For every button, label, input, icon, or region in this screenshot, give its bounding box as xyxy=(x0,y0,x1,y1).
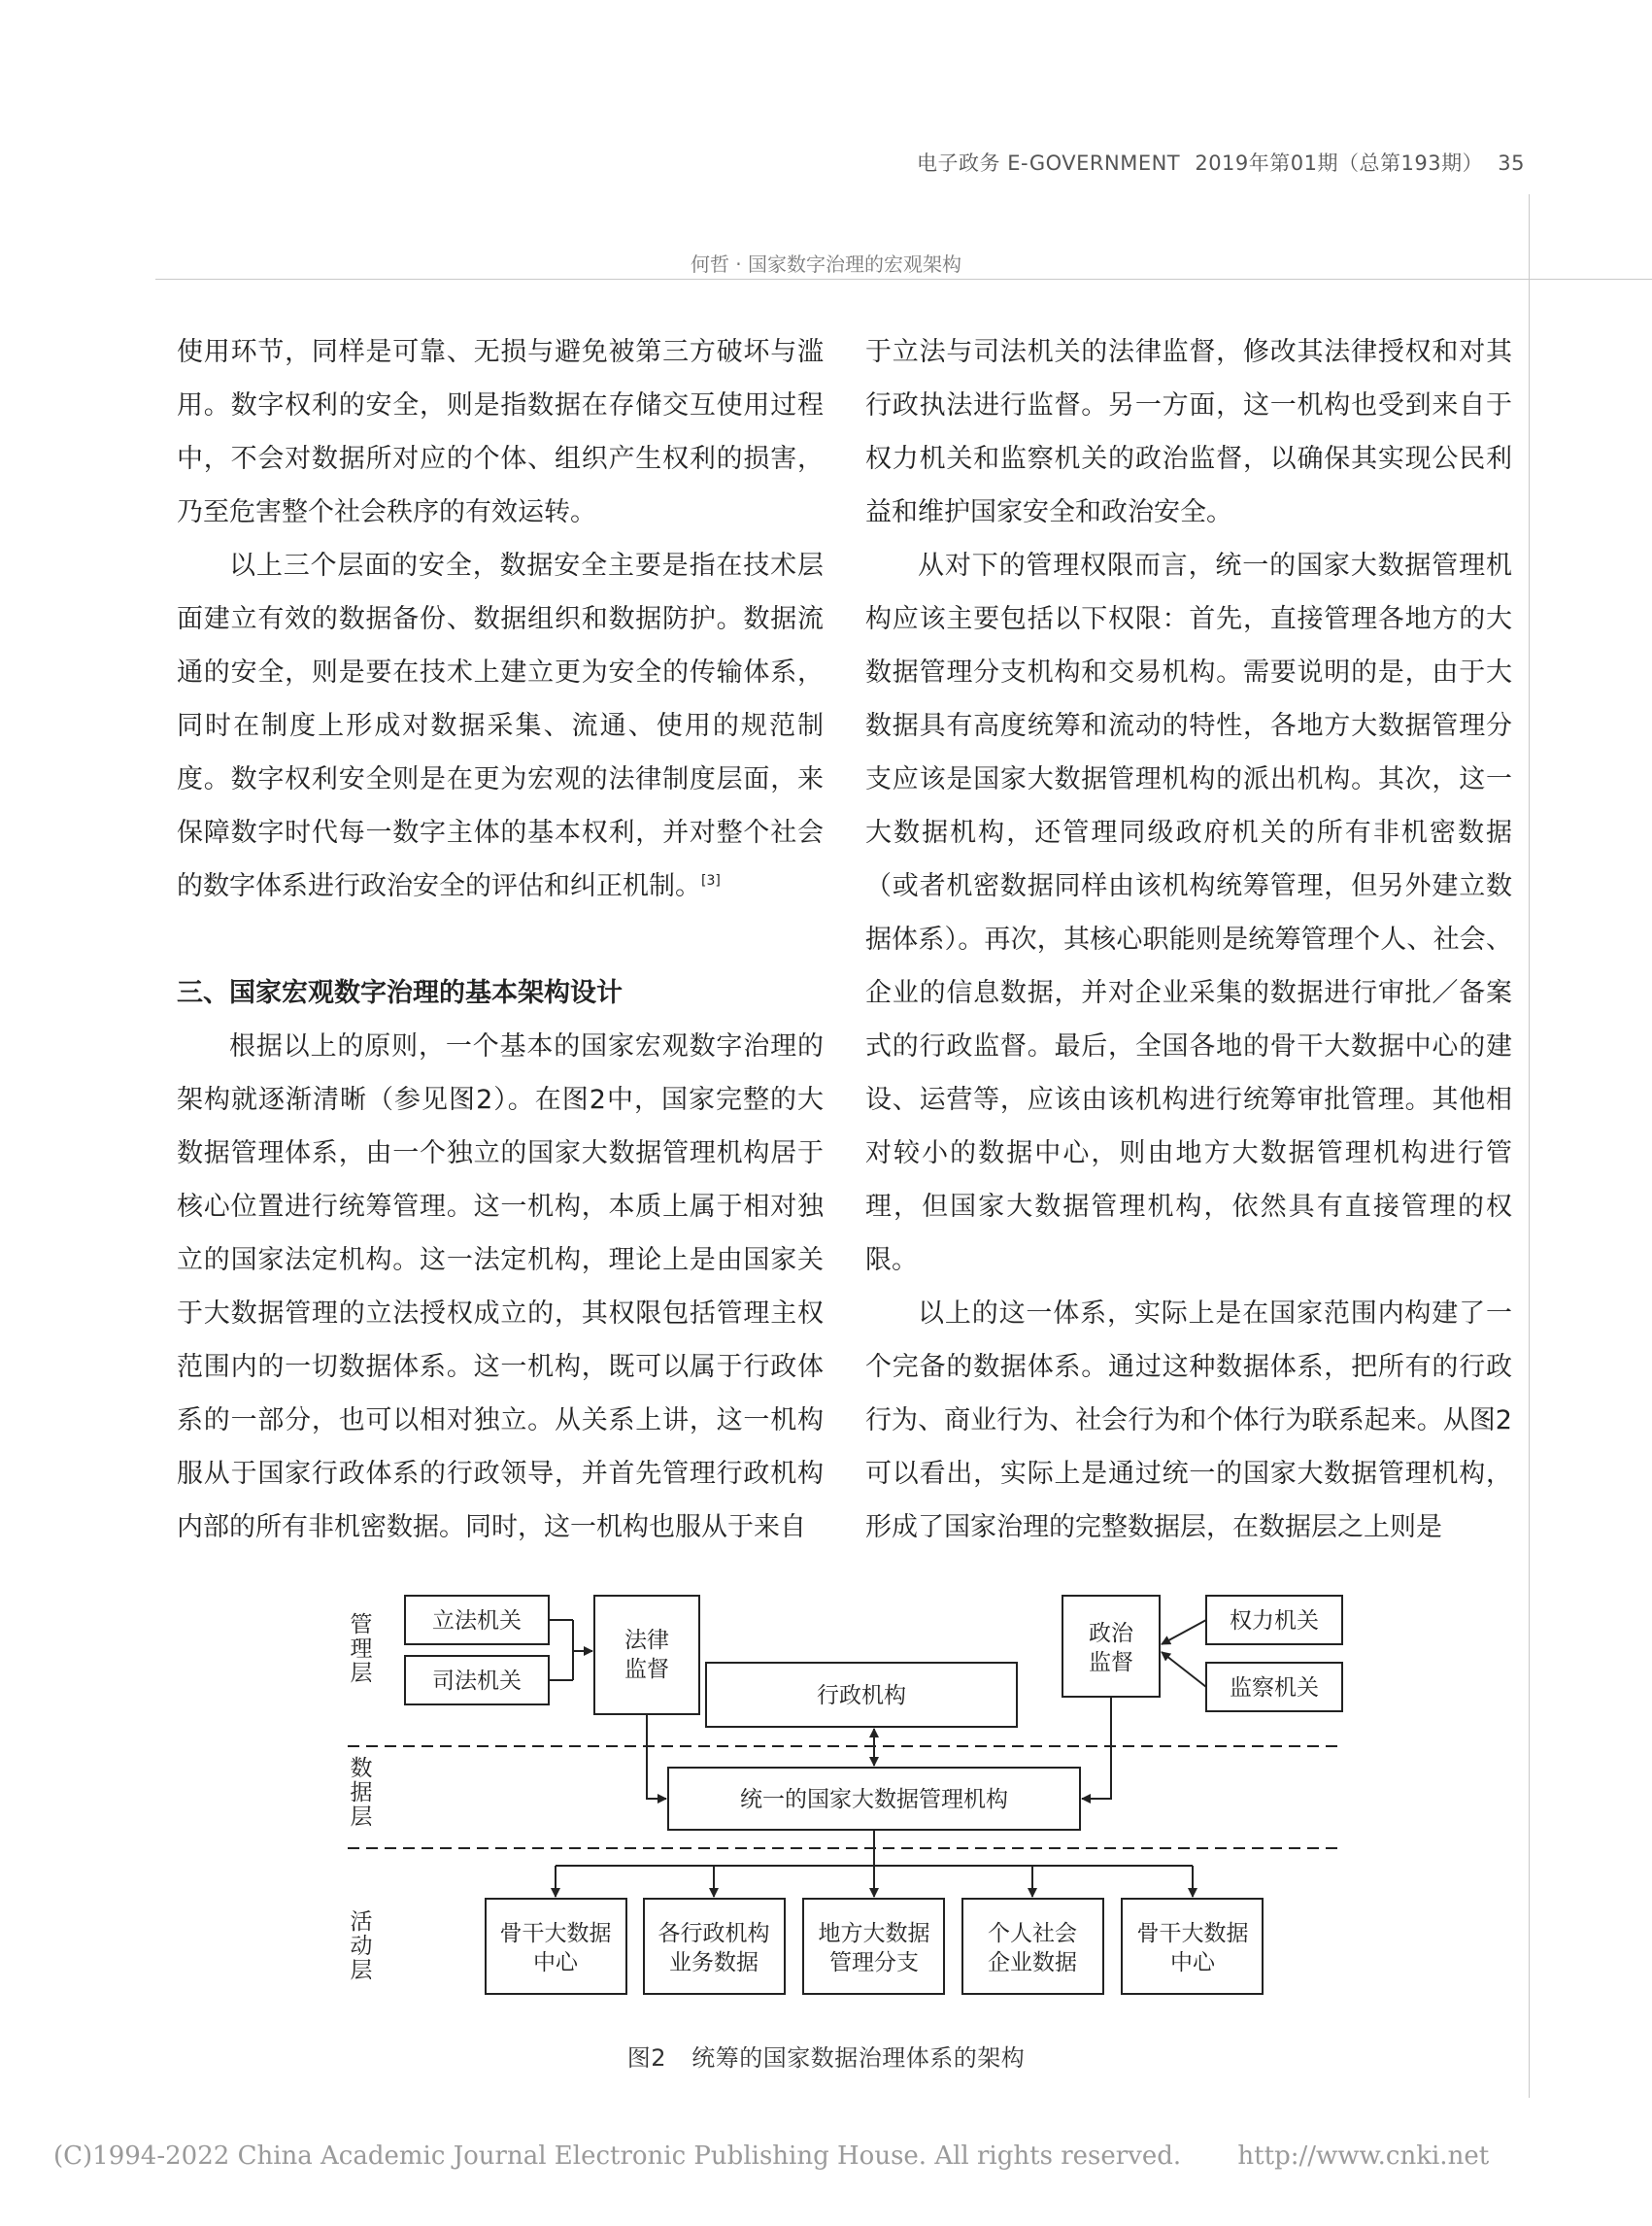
layer-label-management: 层 xyxy=(350,1661,373,1686)
box-activity-4 xyxy=(962,1899,1103,1994)
article-subheader: 何哲 · 国家数字治理的宏观架构 xyxy=(690,253,962,276)
arrow xyxy=(1162,1620,1206,1644)
box-legal-supervision xyxy=(594,1596,699,1714)
issue-info: 2019年第01期（总第193期） xyxy=(1195,152,1484,175)
label-activity-4: 企业数据 xyxy=(988,1950,1077,1975)
label-legislature: 立法机关 xyxy=(432,1608,522,1634)
paragraph: 使用环节，同样是可靠、无损与避免被第三方破坏与滥用。数字权利的安全，则是指数据在存储交互使用过程中，不会对数据所对应的个体、组织产生权利的损害，乃至危害整个社会秩序的有效运转。 xyxy=(177,337,824,527)
spacer xyxy=(177,913,824,966)
paragraph-text: 以上三个层面的安全，数据安全主要是指在技术层面建立有效的数据备份、数据组织和数据防护。数据流通的安全，则是要在技术上建立更为安全的传输体系，同时在制度上形成对数据采集、流通、使用的规范制度。数字权利安全则是在更为宏观的法律制度层面，来保障数字时代每一数字主体的基本权利，并对整个社会的数字体系进行政治安全的评估和纠正机制。 xyxy=(177,551,824,901)
layer-label-data: 数 xyxy=(350,1756,373,1781)
subheader-rule xyxy=(155,279,1652,280)
figure-caption xyxy=(0,2039,1652,2073)
running-header xyxy=(903,148,1525,177)
layer-label-activity: 层 xyxy=(350,1958,373,1983)
box-activity-1 xyxy=(486,1899,626,1994)
layer-label-activity: 动 xyxy=(350,1934,373,1959)
label-activity-5: 骨干大数据 xyxy=(1136,1921,1249,1946)
paragraph: 根据以上的原则，一个基本的国家宏观数字治理的架构就逐渐清晰（参见图2）。在图2中，国家完整的大数据管理体系，由一个独立的国家大数据管理机构居于核心位置进行统筹管理。这一机构，本质上属于相对独立的国家法定机构。这一法定机构，理论上是由国家关于大数据管理的立法授权成立的，其权限包括管理主权范围内的一切数据体系。这一机构，既可以属于行政体系的一部分，也可以相对独立。从关系上讲，这一机构服从于国家行政体系的行政领导，并首先管理行政机构内部的所有非机密数据。同时，这一机构也服从于来自 xyxy=(177,1031,824,1542)
box-activity-2 xyxy=(644,1899,785,1994)
right-column xyxy=(865,325,1512,1554)
figure-2 xyxy=(0,1573,1652,2098)
footer xyxy=(53,2142,1607,2171)
label-activity-3: 管理分支 xyxy=(829,1950,919,1975)
label-activity-3: 地方大数据 xyxy=(818,1921,930,1946)
label-activity-1: 中心 xyxy=(533,1950,578,1975)
journal-name: 电子政务 E-GOVERNMENT xyxy=(917,152,1181,175)
arrow xyxy=(1162,1652,1206,1687)
layer-label-data: 据 xyxy=(350,1780,373,1805)
label-national-agency: 统一的国家大数据管理机构 xyxy=(740,1787,1008,1812)
label-political-supervision: 监督 xyxy=(1089,1650,1133,1675)
label-activity-2: 各行政机构 xyxy=(657,1921,770,1946)
label-legal-supervision: 监督 xyxy=(624,1657,669,1682)
label-political-supervision: 政治 xyxy=(1089,1621,1133,1646)
paragraph: 于立法与司法机关的法律监督，修改其法律授权和对其行政执法进行监督。另一方面，这一机构也受到来自于权力机关和监察机关的政治监督，以确保其实现公民利益和维护国家安全和政治安全。 xyxy=(865,337,1512,527)
paragraph: 从对下的管理权限而言，统一的国家大数据管理机构应该主要包括以下权限：首先，直接管理各地方的大数据管理分支机构和交易机构。需要说明的是，由于大数据具有高度统筹和流动的特性，各地方大数据管理分支应该是国家大数据管理机构的派出机构。其次，这一大数据机构，还管理同级政府机关的所有非机密数据（或者机密数据同样由该机构统筹管理，但另外建立数据体系）。再次，其核心职能则是统筹管理个人、社会、企业的信息数据，并对企业采集的数据进行审批／备案式的行政监督。最后，全国各地的骨干大数据中心的建设、运营等，应该由该机构进行统筹审批管理。其他相对较小的数据中心，则由地方大数据管理机构进行管理，但国家大数据管理机构，依然具有直接管理的权限。 xyxy=(865,551,1512,1275)
label-activity-1: 骨干大数据 xyxy=(499,1921,612,1946)
architecture-diagram xyxy=(0,1573,1652,2098)
arrow xyxy=(1082,1697,1111,1799)
citation-ref: [3] xyxy=(701,873,721,889)
left-column xyxy=(177,325,824,1554)
copyright-notice: (C)1994-2022 China Academic Journal Electronic Publishing House. All rights reserved. xyxy=(53,2142,1182,2171)
footer-url: http://www.cnki.net xyxy=(1237,2142,1490,2171)
layer-label-management: 理 xyxy=(350,1636,373,1662)
arrow xyxy=(647,1714,666,1799)
paragraph xyxy=(177,539,824,913)
label-judiciary: 司法机关 xyxy=(432,1669,522,1694)
layer-label-data: 层 xyxy=(350,1804,373,1830)
box-political-supervision xyxy=(1062,1596,1160,1697)
box-activity-3 xyxy=(803,1899,944,1994)
page-number: 35 xyxy=(1498,152,1525,175)
label-activity-5: 中心 xyxy=(1170,1950,1215,1975)
layer-label-activity: 活 xyxy=(350,1909,373,1935)
label-activity-4: 个人社会 xyxy=(988,1921,1077,1946)
figure-number: 图2 xyxy=(626,2044,667,2072)
figure-title: 统筹的国家数据治理体系的架构 xyxy=(691,2044,1026,2072)
label-administration: 行政机构 xyxy=(817,1683,906,1708)
label-legal-supervision: 法律 xyxy=(624,1628,669,1653)
layer-label-management: 管 xyxy=(350,1612,373,1637)
label-activity-2: 业务数据 xyxy=(669,1950,759,1975)
label-supervisory-organs: 监察机关 xyxy=(1230,1675,1319,1701)
label-power-organs: 权力机关 xyxy=(1230,1608,1319,1634)
box-activity-5 xyxy=(1122,1899,1263,1994)
section-heading: 三、国家宏观数字治理的基本架构设计 xyxy=(177,978,623,1008)
paragraph: 以上的这一体系，实际上是在国家范围内构建了一个完备的数据体系。通过这种数据体系，把所有的行政行为、商业行为、社会行为和个体行为联系起来。从图2可以看出，实际上是通过统一的国家大数据管理机构，形成了国家治理的完整数据层，在数据层之上则是 xyxy=(865,1298,1512,1542)
